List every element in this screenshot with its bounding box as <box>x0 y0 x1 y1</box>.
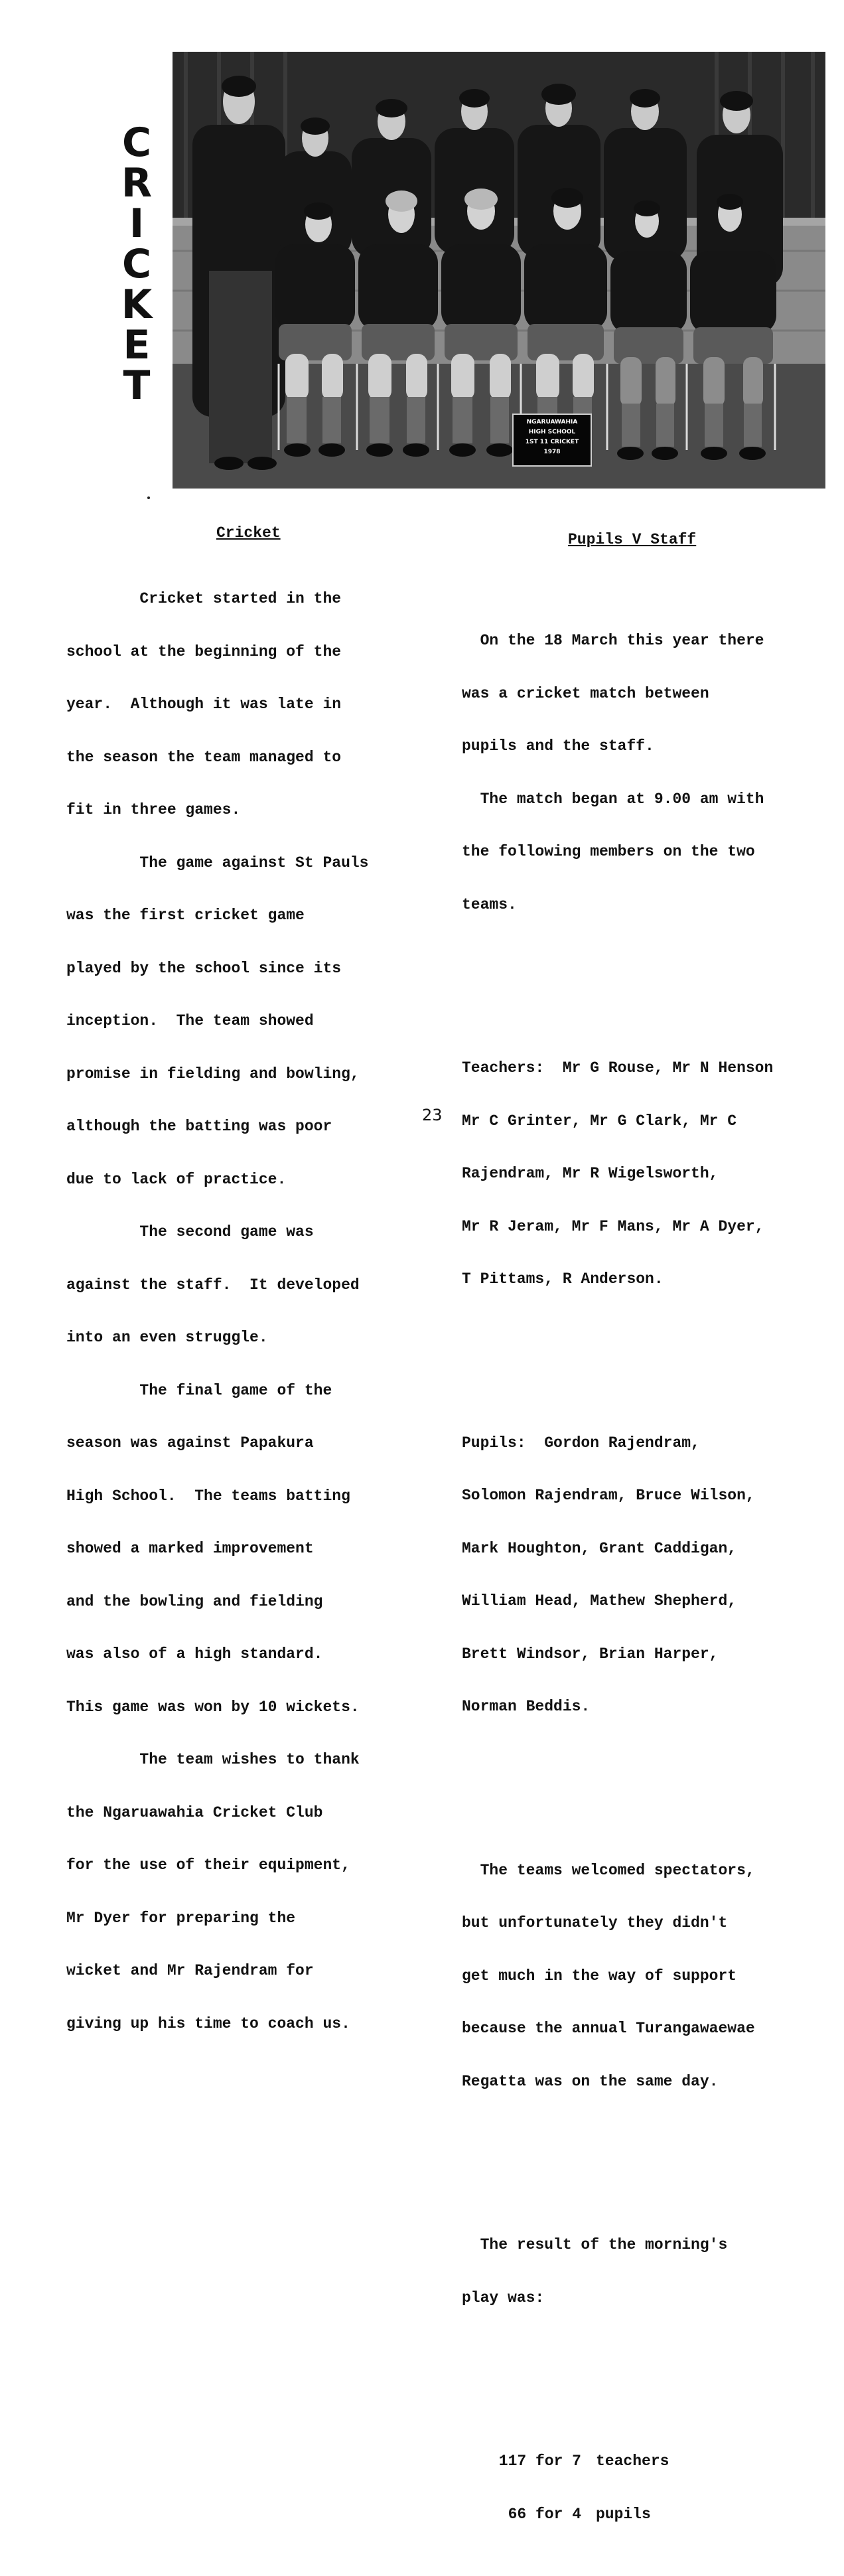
title-letter: R <box>121 160 153 206</box>
team-placard <box>512 414 592 467</box>
placard-line: 1ST 11 CRICKET <box>525 439 579 445</box>
placard-line: 1978 <box>543 449 561 455</box>
text-line: was a cricket match between <box>462 684 709 702</box>
text-line: due to lack of practice. <box>66 1170 287 1188</box>
text-line: showed a marked improvement <box>66 1540 314 1557</box>
text-line: the Ngaruawahia Cricket Club <box>66 1803 323 1821</box>
placard-line: NGARUAWAHIA <box>526 419 578 425</box>
intro-paragraph <box>462 597 833 948</box>
text-line: Mr C Grinter, Mr G Clark, Mr C <box>462 1112 737 1130</box>
text-line: High School. The teams batting <box>66 1487 350 1505</box>
text-line: Norman Beddis. <box>462 1698 591 1715</box>
team-photo-drawing <box>173 52 825 489</box>
text-line: for the use of their equipment, <box>66 1856 350 1874</box>
text-line: giving up his time to coach us. <box>66 2014 350 2032</box>
text-line: was also of a high standard. <box>66 1645 323 1663</box>
text-line: inception. The team showed <box>66 1012 314 1029</box>
title-letter: C <box>121 119 152 166</box>
result-team: pupils <box>596 2505 651 2523</box>
page-number: 23 <box>422 1106 443 1124</box>
text-line: against the staff. It developed <box>66 1276 360 1294</box>
text-line: into an even struggle. <box>66 1329 268 1346</box>
text-line: The second game was <box>66 1223 314 1241</box>
text-line: but unfortunately they didn't <box>462 1914 728 1932</box>
text-line: Pupils: Gordon Rajendram, <box>462 1434 700 1452</box>
result-score: 117 for 7 <box>498 2453 581 2470</box>
stray-mark <box>147 496 150 499</box>
text-line: The match began at 9.00 am with <box>462 790 764 808</box>
text-line: This game was won by 10 wickets. <box>66 1698 360 1716</box>
text-line: was the first cricket game <box>66 907 305 924</box>
text-line: The team wishes to thank <box>66 1751 360 1768</box>
text-line: and the bowling and fielding <box>66 1592 323 1610</box>
title-letter: E <box>123 322 151 368</box>
teachers-list <box>462 1024 833 1324</box>
right-article <box>462 562 833 2576</box>
vertical-title <box>117 119 157 409</box>
text-line: fit in three games. <box>66 801 241 818</box>
text-line: The game against St Pauls <box>66 854 369 871</box>
spectators-paragraph <box>462 1827 833 2126</box>
left-heading: Cricket <box>216 524 281 542</box>
text-line: Solomon Rajendram, Bruce Wilson, <box>462 1487 755 1504</box>
text-line: T Pittams, R Anderson. <box>462 1270 664 1288</box>
text-line: pupils and the staff. <box>462 737 654 755</box>
text-line: the following members on the two <box>462 843 755 860</box>
pupils-list <box>462 1399 833 1751</box>
text-line: The teams welcomed spectators, <box>462 1861 755 1879</box>
text-line: although the batting was poor <box>66 1118 332 1135</box>
result-team: teachers <box>596 2453 669 2470</box>
text-line: Regatta was on the same day. <box>462 2072 719 2090</box>
results-table <box>462 2417 833 2558</box>
result-paragraph <box>462 2201 833 2342</box>
text-line: the season the team managed to <box>66 748 342 766</box>
text-line: because the annual Turangawaewae <box>462 2020 755 2037</box>
text-line: On the 18 March this year there <box>462 632 764 649</box>
text-line: teams. <box>462 895 517 913</box>
title-letter: K <box>121 281 153 328</box>
result-row <box>462 2506 833 2524</box>
text-line: Brett Windsor, Brian Harper, <box>462 1645 719 1663</box>
title-letter: I <box>129 200 145 247</box>
team-photo <box>173 52 825 489</box>
result-row <box>462 2453 833 2470</box>
text-line: Teachers: Mr G Rouse, Mr N Henson <box>462 1059 774 1077</box>
text-line: Cricket started in the <box>66 590 342 607</box>
text-line: Mr Dyer for preparing the <box>66 1909 296 1927</box>
text-line: Mark Houghton, Grant Caddigan, <box>462 1539 737 1557</box>
text-line: William Head, Mathew Shepherd, <box>462 1592 737 1610</box>
title-letter: C <box>121 241 152 287</box>
text-line: season was against Papakura <box>66 1434 314 1452</box>
text-line: promise in fielding and bowling, <box>66 1065 360 1083</box>
title-letter: T <box>123 362 151 409</box>
placard-line: HIGH SCHOOL <box>528 429 576 435</box>
right-heading: Pupils V Staff <box>568 531 697 548</box>
text-line: Rajendram, Mr R Wigelsworth, <box>462 1165 719 1182</box>
text-line: school at the beginning of the <box>66 643 342 660</box>
left-article <box>66 555 425 2050</box>
text-line: get much in the way of support <box>462 1967 737 1985</box>
text-line: The final game of the <box>66 1381 332 1399</box>
text-line: Mr R Jeram, Mr F Mans, Mr A Dyer, <box>462 1217 764 1235</box>
text-line: year. Although it was late in <box>66 696 342 713</box>
text-line: play was: <box>462 2289 545 2307</box>
result-score: 66 for 4 <box>508 2505 581 2523</box>
text-line: The result of the morning's <box>462 2236 728 2253</box>
text-line: played by the school since its <box>66 959 342 977</box>
text-line: wicket and Mr Rajendram for <box>66 1962 314 1979</box>
